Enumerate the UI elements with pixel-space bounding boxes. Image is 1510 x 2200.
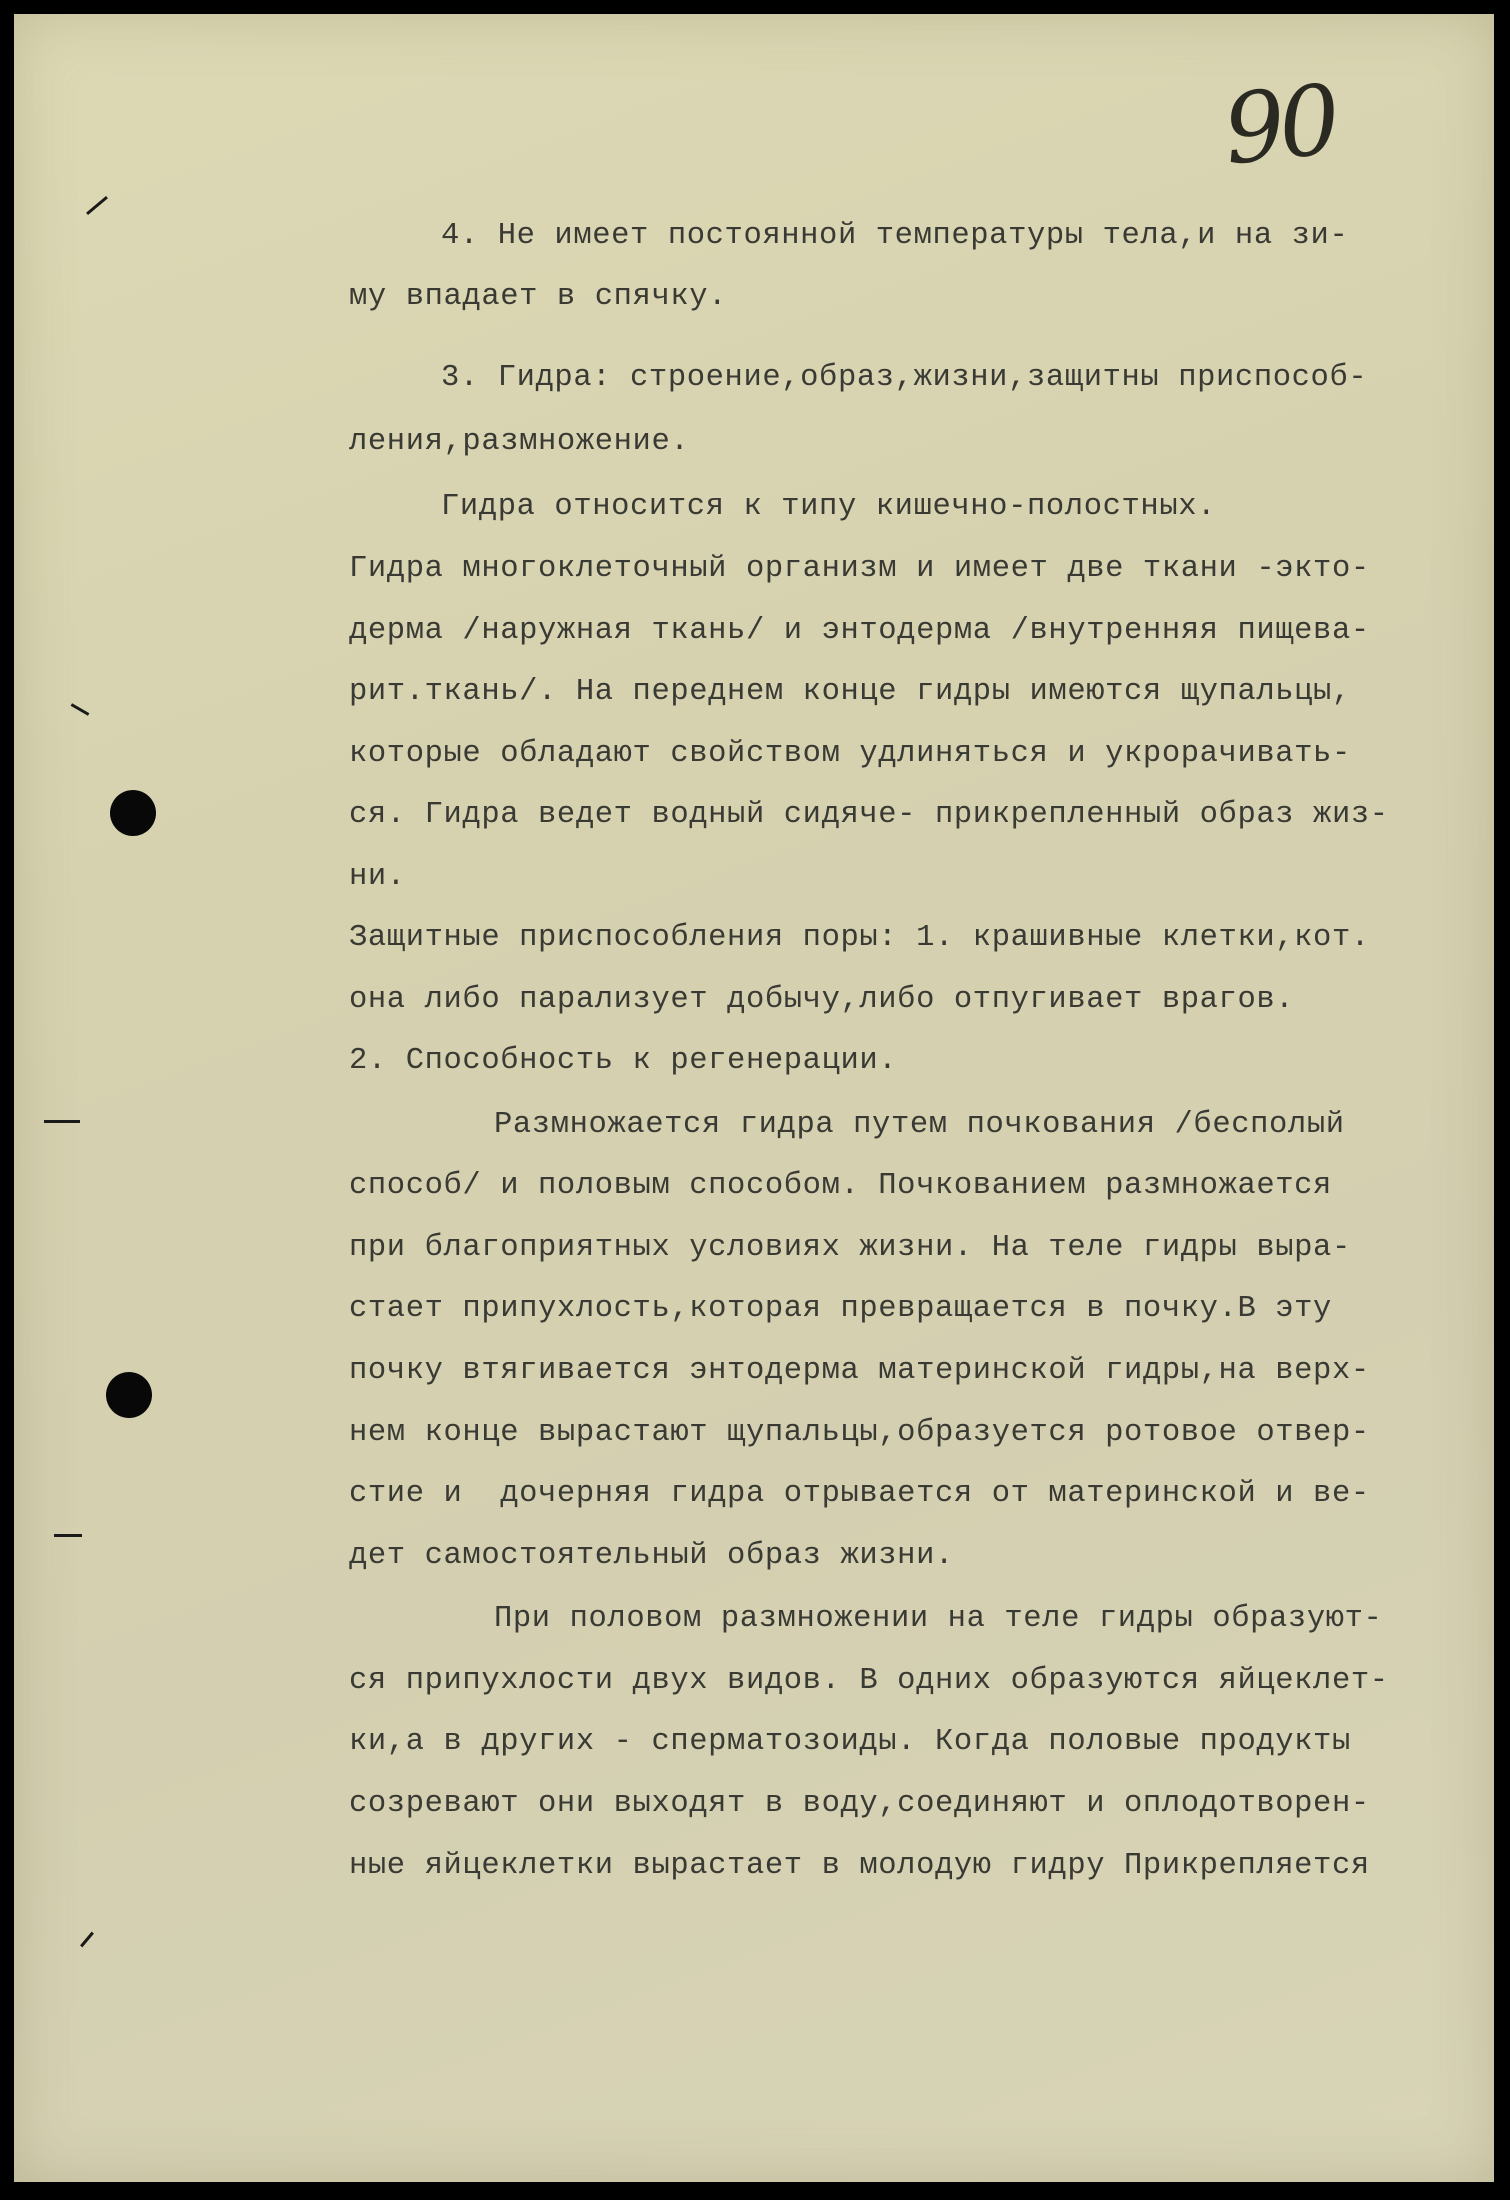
text-line: 4. Не имеет постоянной температуры тела,и на зи- [441, 219, 1349, 253]
text-line: стает припухлость,которая превращается в почку.В эту [349, 1292, 1332, 1326]
text-line: ления,размножение. [349, 425, 690, 459]
binder-hole-top [110, 790, 156, 836]
text-line: му впадает в спячку. [349, 280, 728, 314]
text-line: ные яйцеклетки вырастает в молодую гидру Прикрепляется [349, 1849, 1370, 1883]
text-line: ни. [349, 860, 406, 894]
text-line: нем конце вырастают щупальцы,образуется ротовое отвер- [349, 1416, 1370, 1450]
text-line: созревают они выходят в воду,соединяют и оплодотворен- [349, 1787, 1370, 1821]
text-line: при благоприятных условиях жизни. На теле гидры выра- [349, 1231, 1351, 1265]
binder-hole-bottom [106, 1372, 152, 1418]
text-line: дерма /наружная ткань/ и энтодерма /внутренняя пищева- [349, 614, 1370, 648]
text-line: она либо парализует добычу,либо отпугивает врагов. [349, 983, 1295, 1017]
text-line: способ/ и половым способом. Почкованием размножается [349, 1169, 1332, 1203]
text-line: ся. Гидра ведет водный сидяче- прикрепленный образ жиз- [349, 798, 1389, 832]
text-line: Защитные приспособления поры: 1. крашивные клетки,кот. [349, 921, 1370, 955]
text-line: Размножается гидра путем почкования /бесполый [494, 1108, 1345, 1142]
text-line: ки,а в других - сперматозоиды. Когда половые продукты [349, 1725, 1351, 1759]
text-line: рит.ткань/. На переднем конце гидры имеются щупальцы, [349, 675, 1351, 709]
text-line: 3. Гидра: строение,образ,жизни,защитны приспособ- [441, 361, 1368, 395]
text-line: ся припухлости двух видов. В одних образуются яйцеклет- [349, 1664, 1389, 1698]
margin-mark [54, 1534, 82, 1537]
margin-mark [86, 196, 108, 215]
text-line: Гидра относится к типу кишечно-полостных. [441, 490, 1217, 524]
margin-mark [80, 1932, 94, 1948]
margin-mark [44, 1120, 80, 1123]
margin-mark [71, 703, 90, 716]
document-page [14, 14, 1494, 2182]
text-line: почку втягивается энтодерма материнской гидры,на верх- [349, 1354, 1370, 1388]
text-line: 2. Способность к регенерации. [349, 1044, 898, 1078]
text-line: дет самостоятельный образ жизни. [349, 1539, 954, 1573]
handwritten-page-number: 90 [1218, 63, 1340, 187]
text-line: Гидра многоклеточный организм и имеет две ткани -экто- [349, 552, 1370, 586]
text-line: При половом размножении на теле гидры образуют- [494, 1602, 1383, 1636]
text-line: которые обладают свойством удлиняться и укрорачивать- [349, 737, 1351, 771]
text-line: стие и дочерняя гидра отрывается от материнской и ве- [349, 1477, 1370, 1511]
